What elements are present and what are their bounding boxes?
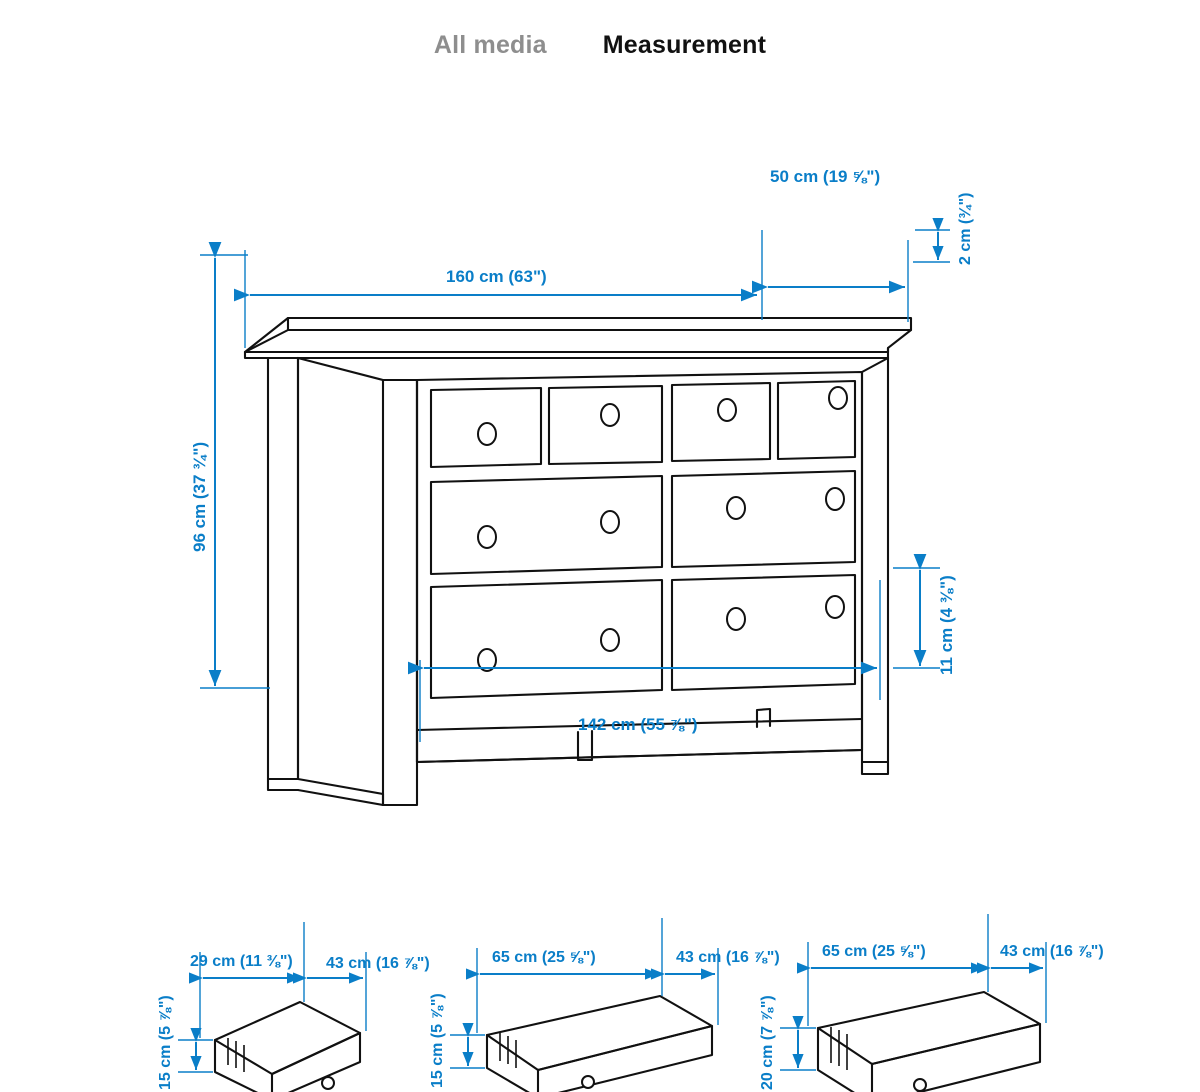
dim-width-label: 160 cm (63") (446, 267, 547, 286)
measurement-diagram (0, 90, 1200, 1092)
dim-drawer2-width-label: 65 cm (25 ⅝") (492, 949, 596, 966)
dim-drawer3-height-label: 20 cm (7 ⅞") (759, 995, 776, 1090)
dim-drawer2-height-label: 15 cm (5 ⅞") (429, 993, 446, 1088)
dim-drawer1-width-label: 29 cm (11 ⅜") (190, 953, 293, 970)
dim-depth-label: 50 cm (19 ⅝") (770, 167, 881, 186)
drawer-view-medium (429, 918, 780, 1092)
drawer-view-small (157, 922, 430, 1092)
dim-height-label: 96 cm (37 ¾") (190, 441, 209, 552)
media-tabbar (0, 0, 1200, 90)
main-dimensions (190, 167, 974, 742)
dim-drawer1-height-label: 15 cm (5 ⅞") (157, 995, 174, 1090)
dim-leg-height-label: 11 cm (4 ⅜") (937, 575, 956, 675)
tab-all-media[interactable]: All media (433, 30, 547, 59)
dim-top-thickness-label: 2 cm (¾") (957, 192, 974, 265)
drawer-view-large (759, 914, 1104, 1092)
dim-base-width-label: 142 cm (55 ⅞") (578, 715, 698, 734)
tab-measurement[interactable]: Measurement (602, 30, 767, 59)
dim-drawer3-width-label: 65 cm (25 ⅝") (822, 943, 926, 960)
dim-drawer2-depth-label: 43 cm (16 ⅞") (676, 949, 780, 966)
dim-drawer1-depth-label: 43 cm (16 ⅞") (326, 955, 430, 972)
dim-drawer3-depth-label: 43 cm (16 ⅞") (1000, 943, 1104, 960)
